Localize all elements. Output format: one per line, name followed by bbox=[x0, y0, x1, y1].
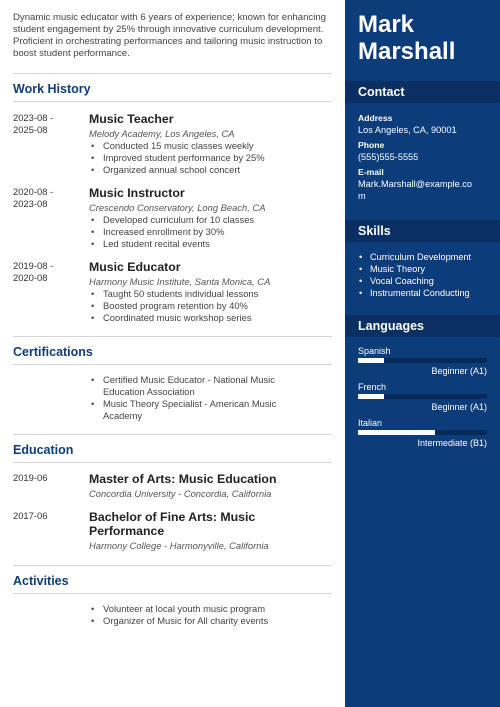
school: Concordia University - Concordia, California bbox=[89, 488, 272, 499]
proficiency-fill bbox=[358, 394, 384, 399]
certifications-list bbox=[89, 374, 294, 422]
phone-label: Phone bbox=[358, 140, 385, 150]
divider bbox=[13, 73, 332, 74]
section-title-certifications: Certifications bbox=[13, 345, 93, 359]
job-bullets bbox=[89, 140, 332, 176]
language-level: Beginner (A1) bbox=[431, 366, 487, 376]
school: Harmony College - Harmonyville, California bbox=[89, 540, 269, 551]
language-name: Italian bbox=[358, 418, 383, 428]
degree-title: Bachelor of Fine Arts: Music Performance bbox=[89, 510, 256, 538]
list-item: • Increased enrollment by 30% bbox=[89, 226, 332, 238]
employer: Melody Academy, Los Angeles, CA bbox=[89, 128, 235, 139]
skills-list bbox=[358, 251, 498, 299]
entry-date bbox=[13, 186, 81, 210]
field-of-study: Music Performance bbox=[89, 510, 256, 538]
skill-item: • Music Theory bbox=[358, 263, 498, 275]
email-line: m bbox=[358, 191, 366, 201]
degree-title: Master of Arts: Music Education bbox=[89, 472, 277, 486]
proficiency-bar bbox=[358, 394, 487, 399]
divider bbox=[13, 101, 332, 102]
section-title-work-history: Work History bbox=[13, 82, 91, 96]
last-name: Marshall bbox=[358, 38, 456, 65]
job-title: Music Instructor bbox=[89, 186, 185, 200]
employer: Crescendo Conservatory, Long Beach, CA bbox=[89, 202, 266, 213]
list-item: • Taught 50 students individual lessons bbox=[89, 288, 332, 300]
list-item: • Conducted 15 music classes weekly bbox=[89, 140, 332, 152]
field-of-study: Music Education bbox=[178, 472, 277, 486]
entry-date: 2017-06 bbox=[13, 510, 48, 521]
date-start: 2020-08 - bbox=[13, 186, 54, 197]
degree: Bachelor of Fine Arts bbox=[89, 510, 213, 524]
date-end: 2023-08 bbox=[13, 198, 48, 209]
section-title-skills: Skills bbox=[345, 220, 500, 242]
job-bullets bbox=[89, 288, 332, 324]
address-value: Los Angeles, CA, 90001 bbox=[358, 125, 457, 135]
list-item: • Volunteer at local youth music program bbox=[89, 603, 332, 615]
language-item bbox=[358, 346, 487, 377]
email-label: E-mail bbox=[358, 167, 384, 177]
divider bbox=[13, 462, 332, 463]
job-bullets bbox=[89, 214, 332, 250]
list-item: • Boosted program retention by 40% bbox=[89, 300, 332, 312]
skill-item: • Instrumental Conducting bbox=[358, 287, 498, 299]
work-entry bbox=[13, 112, 332, 176]
list-item: • Developed curriculum for 10 classes bbox=[89, 214, 332, 226]
list-item: • Music Theory Specialist - American Music Academy bbox=[89, 398, 294, 422]
date-end: 2025-08 bbox=[13, 124, 48, 135]
language-item bbox=[358, 382, 487, 413]
divider bbox=[13, 364, 332, 365]
proficiency-fill bbox=[358, 430, 435, 435]
proficiency-bar bbox=[358, 430, 487, 435]
contact-info bbox=[358, 113, 498, 202]
list-item: • Improved student performance by 25% bbox=[89, 152, 332, 164]
sidebar bbox=[345, 0, 500, 707]
language-name: Spanish bbox=[358, 346, 391, 356]
languages-list bbox=[358, 346, 487, 449]
first-name: Mark bbox=[358, 11, 415, 38]
email-line: Mark.Marshall@example.co bbox=[358, 179, 472, 189]
section-title-education: Education bbox=[13, 443, 74, 457]
employer: Harmony Music Institute, Santa Monica, CA bbox=[89, 276, 271, 287]
language-level: Intermediate (B1) bbox=[417, 438, 487, 448]
phone-value: (555)555-5555 bbox=[358, 152, 419, 162]
list-item: • Coordinated music workshop series bbox=[89, 312, 332, 324]
job-title: Music Teacher bbox=[89, 112, 174, 126]
entry-date bbox=[13, 112, 81, 136]
entry-date bbox=[13, 260, 81, 284]
proficiency-bar bbox=[358, 358, 487, 363]
divider bbox=[13, 434, 332, 435]
date-start: 2019-08 - bbox=[13, 260, 54, 271]
education-entry bbox=[13, 472, 332, 500]
list-item: • Organizer of Music for All charity events bbox=[89, 615, 332, 627]
proficiency-fill bbox=[358, 358, 384, 363]
work-entry bbox=[13, 186, 332, 250]
education-entry bbox=[13, 510, 332, 552]
date-end: 2020-08 bbox=[13, 272, 48, 283]
candidate-name bbox=[345, 0, 500, 65]
language-name: French bbox=[358, 382, 387, 392]
job-title: Music Educator bbox=[89, 260, 181, 274]
professional-summary: Dynamic music educator with 6 years of experience; known for enhancing student engagement by 25% through innovative curriculum development. Proficient in orchestrating performances and tailoring music instruction to boost student performance. bbox=[13, 12, 327, 59]
divider bbox=[13, 565, 332, 566]
activities-list bbox=[89, 603, 332, 627]
divider bbox=[13, 593, 332, 594]
section-title-languages: Languages bbox=[345, 315, 500, 337]
skill-item: • Curriculum Development bbox=[358, 251, 498, 263]
entry-date: 2019-06 bbox=[13, 472, 48, 483]
address-label: Address bbox=[358, 113, 393, 123]
date-start: 2023-08 - bbox=[13, 112, 54, 123]
list-item: • Certified Music Educator - National Music Education Association bbox=[89, 374, 294, 398]
language-item bbox=[358, 418, 487, 449]
section-title-activities: Activities bbox=[13, 574, 69, 588]
list-item: • Organized annual school concert bbox=[89, 164, 332, 176]
section-title-contact: Contact bbox=[345, 81, 500, 103]
skill-item: • Vocal Coaching bbox=[358, 275, 498, 287]
degree: Master of Arts bbox=[89, 472, 172, 486]
email-value bbox=[358, 178, 498, 202]
divider bbox=[13, 336, 332, 337]
work-entry bbox=[13, 260, 332, 324]
language-level: Beginner (A1) bbox=[431, 402, 487, 412]
list-item: • Led student recital events bbox=[89, 238, 332, 250]
